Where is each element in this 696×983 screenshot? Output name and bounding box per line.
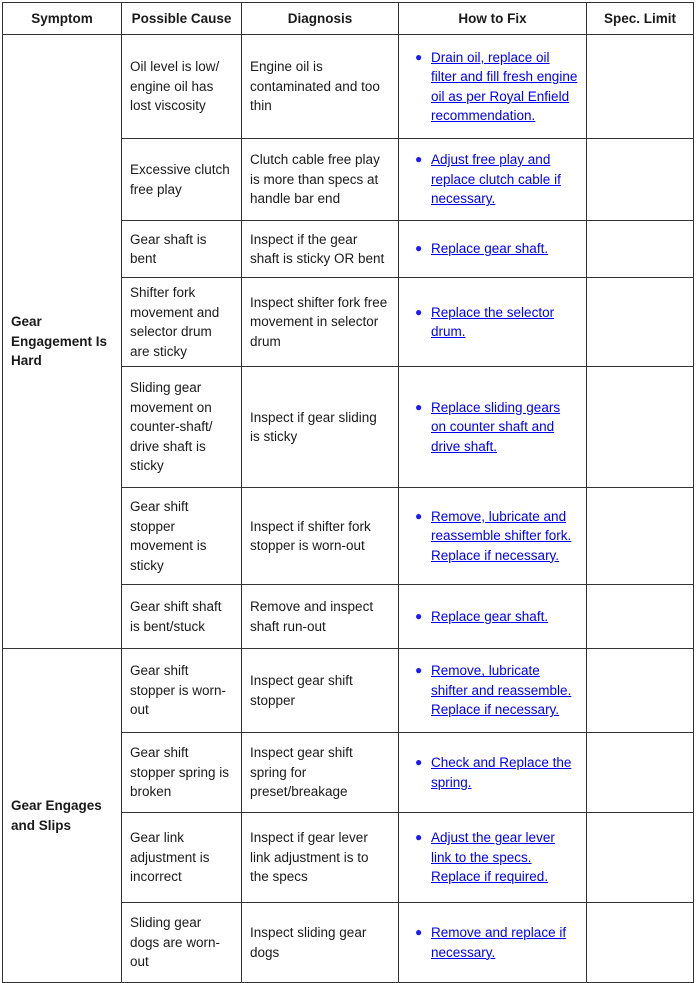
how-to-fix-cell bbox=[399, 35, 587, 139]
fix-link[interactable]: Replace sliding gears on counter shaft and drive shaft. bbox=[431, 399, 561, 454]
how-to-fix-cell bbox=[399, 649, 587, 733]
possible-cause-cell: Gear shift shaft is bent/stuck bbox=[122, 585, 242, 649]
diagnosis-cell: Inspect gear shift stopper bbox=[242, 649, 399, 733]
fix-list bbox=[407, 239, 578, 259]
fix-list bbox=[407, 303, 578, 342]
possible-cause-cell: Oil level is low/ engine oil has lost viscosity bbox=[122, 35, 242, 139]
fix-list-item bbox=[415, 607, 578, 627]
fix-list bbox=[407, 48, 578, 126]
diagnosis-cell: Inspect sliding gear dogs bbox=[242, 903, 399, 983]
bullet-icon: ● bbox=[415, 755, 423, 769]
header-diagnosis: Diagnosis bbox=[242, 3, 399, 35]
fix-list-item bbox=[415, 303, 578, 342]
fix-link[interactable]: Adjust the gear lever link to the specs. Replace if required. bbox=[431, 830, 555, 885]
fix-link[interactable]: Replace gear shaft. bbox=[431, 608, 549, 624]
fix-list-item bbox=[415, 507, 578, 566]
bullet-icon: ● bbox=[415, 663, 423, 678]
how-to-fix-cell bbox=[399, 903, 587, 983]
fix-list-item bbox=[415, 150, 578, 209]
diagnosis-cell: Inspect if shifter fork stopper is worn-out bbox=[242, 488, 399, 585]
troubleshooting-table bbox=[2, 2, 694, 983]
how-to-fix-cell bbox=[399, 367, 587, 488]
spec-limit-cell bbox=[587, 585, 694, 649]
spec-limit-cell bbox=[587, 278, 694, 367]
how-to-fix-cell bbox=[399, 585, 587, 649]
table-row bbox=[3, 35, 694, 139]
fix-link[interactable]: Remove, lubricate and reassemble shifter fork. Replace if necessary. bbox=[431, 508, 572, 563]
header-row bbox=[3, 3, 694, 35]
spec-limit-cell bbox=[587, 813, 694, 903]
fix-link[interactable]: Replace the selector drum. bbox=[431, 304, 555, 339]
diagnosis-cell: Inspect gear shift spring for preset/breakage bbox=[242, 733, 399, 813]
spec-limit-cell bbox=[587, 35, 694, 139]
diagnosis-cell: Inspect shifter fork free movement in selector drum bbox=[242, 278, 399, 367]
how-to-fix-cell bbox=[399, 733, 587, 813]
possible-cause-cell: Sliding gear dogs are worn-out bbox=[122, 903, 242, 983]
fix-link[interactable]: Check and Replace the spring. bbox=[431, 755, 572, 790]
bullet-icon: ● bbox=[415, 830, 423, 845]
possible-cause-cell: Gear shift stopper is worn-out bbox=[122, 649, 242, 733]
symptom-cell: Gear Engages and Slips bbox=[3, 649, 122, 983]
diagnosis-cell: Engine oil is contaminated and too thin bbox=[242, 35, 399, 139]
fix-link[interactable]: Remove, lubricate shifter and reassemble. Replace if necessary. bbox=[431, 663, 572, 718]
fix-list bbox=[407, 661, 578, 720]
possible-cause-cell: Sliding gear movement on counter-shaft/ drive shaft is sticky bbox=[122, 367, 242, 488]
how-to-fix-cell bbox=[399, 278, 587, 367]
fix-list bbox=[407, 507, 578, 566]
how-to-fix-cell bbox=[399, 139, 587, 221]
fix-link[interactable]: Adjust free play and replace clutch cable if necessary. bbox=[431, 152, 561, 207]
fix-list bbox=[407, 753, 578, 792]
spec-limit-cell bbox=[587, 733, 694, 813]
diagnosis-cell: Inspect if gear sliding is sticky bbox=[242, 367, 399, 488]
bullet-icon: ● bbox=[415, 241, 423, 256]
spec-limit-cell bbox=[587, 367, 694, 488]
fix-list-item bbox=[415, 828, 578, 887]
fix-list bbox=[407, 398, 578, 457]
table-row bbox=[3, 649, 694, 733]
bullet-icon: ● bbox=[415, 152, 423, 167]
possible-cause-cell: Gear shaft is bent bbox=[122, 221, 242, 278]
header-how-to-fix: How to Fix bbox=[399, 3, 587, 35]
bullet-icon: ● bbox=[415, 49, 423, 64]
fix-list-item bbox=[415, 48, 578, 126]
bullet-icon: ● bbox=[415, 925, 423, 939]
bullet-icon: ● bbox=[415, 608, 423, 623]
fix-list-item bbox=[415, 753, 578, 792]
header-spec-limit: Spec. Limit bbox=[587, 3, 694, 35]
spec-limit-cell bbox=[587, 488, 694, 585]
fix-list-item bbox=[415, 661, 578, 720]
possible-cause-cell: Gear link adjustment is incorrect bbox=[122, 813, 242, 903]
possible-cause-cell: Gear shift stopper movement is sticky bbox=[122, 488, 242, 585]
diagnosis-cell: Inspect if the gear shaft is sticky OR bent bbox=[242, 221, 399, 278]
how-to-fix-cell bbox=[399, 488, 587, 585]
diagnosis-cell: Remove and inspect shaft run-out bbox=[242, 585, 399, 649]
spec-limit-cell bbox=[587, 139, 694, 221]
header-symptom: Symptom bbox=[3, 3, 122, 35]
fix-list-item bbox=[415, 398, 578, 457]
bullet-icon: ● bbox=[415, 304, 423, 319]
spec-limit-cell bbox=[587, 903, 694, 983]
fix-link[interactable]: Remove and replace if necessary. bbox=[431, 925, 567, 960]
fix-link[interactable]: Replace gear shaft. bbox=[431, 241, 549, 257]
symptom-cell: Gear Engagement Is Hard bbox=[3, 35, 122, 649]
how-to-fix-cell bbox=[399, 813, 587, 903]
spec-limit-cell bbox=[587, 649, 694, 733]
fix-list bbox=[407, 923, 578, 962]
diagnosis-cell: Clutch cable free play is more than specs at handle bar end bbox=[242, 139, 399, 221]
spec-limit-cell bbox=[587, 221, 694, 278]
fix-list-item bbox=[415, 923, 578, 962]
fix-list-item bbox=[415, 239, 578, 259]
how-to-fix-cell bbox=[399, 221, 587, 278]
header-possible-cause: Possible Cause bbox=[122, 3, 242, 35]
fix-link[interactable]: Drain oil, replace oil filter and fill fresh engine oil as per Royal Enfield recommendation. bbox=[431, 49, 578, 123]
fix-list bbox=[407, 150, 578, 209]
possible-cause-cell: Excessive clutch free play bbox=[122, 139, 242, 221]
diagnosis-cell: Inspect if gear lever link adjustment is to the specs bbox=[242, 813, 399, 903]
fix-list bbox=[407, 607, 578, 627]
bullet-icon: ● bbox=[415, 508, 423, 523]
bullet-icon: ● bbox=[415, 399, 423, 414]
possible-cause-cell: Gear shift stopper spring is broken bbox=[122, 733, 242, 813]
fix-list bbox=[407, 828, 578, 887]
table-body bbox=[3, 35, 694, 983]
possible-cause-cell: Shifter fork movement and selector drum are sticky bbox=[122, 278, 242, 367]
